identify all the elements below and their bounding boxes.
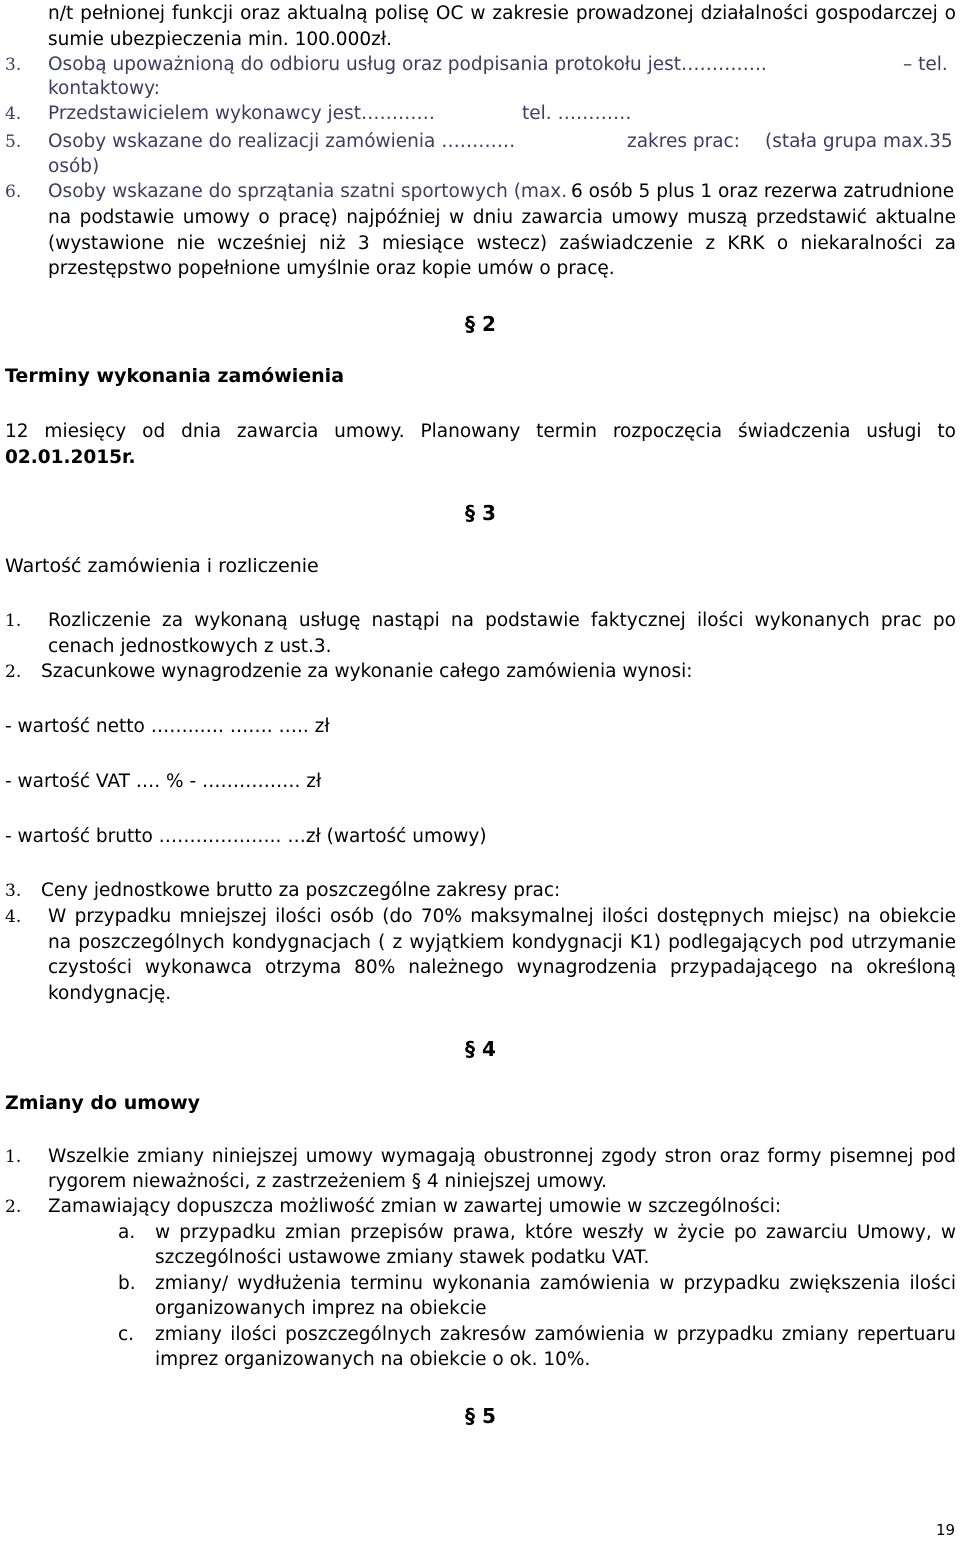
- paragraph-line: Wszelkie zmiany niniejszej umowy wymagają obustronnej zgody stron oraz formy pisemnej pod: [48, 1146, 956, 1167]
- paragraph-line: zmiany/ wydłużenia terminu wykonania zamówienia w przypadku zwiększenia ilości: [155, 1273, 956, 1294]
- paragraph-line: Rozliczenie za wykonaną usługę nastąpi na podstawie faktycznej ilości wykonanych prac po: [48, 610, 956, 631]
- list-item-text: 6 osób 5 plus 1 oraz rezerwa zatrudnione: [571, 181, 955, 202]
- list-number: 5.: [5, 132, 22, 152]
- list-item-text: Osoby wskazane do sprzątania szatni sportowych (max.: [48, 181, 568, 202]
- paragraph-line: zmiany ilości poszczególnych zakresów zamówienia w przypadku zmiany repertuaru: [155, 1324, 956, 1345]
- list-number: 2.: [5, 1197, 22, 1217]
- paragraph-line: organizowanych imprez na obiekcie: [155, 1298, 487, 1319]
- section-mark: § 2: [465, 312, 496, 336]
- list-number: 1.: [5, 611, 22, 631]
- value-line: - wartość netto ……..…. ……. ….. zł: [5, 716, 330, 737]
- paragraph-line: szczególności ustawowe zmiany stawek podatku VAT.: [155, 1247, 650, 1268]
- section-heading: Terminy wykonania zamówienia: [5, 365, 345, 387]
- paragraph-line: Zamawiający dopuszcza możliwość zmian w zawartej umowie w szczególności:: [48, 1196, 782, 1217]
- paragraph-line: Ceny jednostkowe brutto za poszczególne zakresy prac:: [41, 880, 561, 901]
- paragraph-line: kondygnację.: [48, 983, 172, 1004]
- list-number: 4.: [5, 907, 22, 927]
- list-item-text: Osoby wskazane do realizacji zamówienia …………: [48, 131, 516, 152]
- paragraph-line: cenach jednostkowych z ust.3.: [48, 636, 332, 657]
- section-mark: § 4: [465, 1037, 496, 1061]
- paragraph-line: sumie ubezpieczenia min. 100.000zł.: [48, 29, 392, 50]
- sublist-mark: a.: [118, 1222, 136, 1243]
- list-number: 3.: [5, 55, 22, 75]
- list-number: 1.: [5, 1147, 22, 1167]
- paragraph-line: czystości wykonawca otrzyma 80% należnego wynagrodzenia przypadającego na określoną: [48, 957, 956, 978]
- paragraph-line: imprez organizowanych na obiekcie o ok. 10%.: [155, 1349, 591, 1370]
- paragraph-line: na poszczególnych kondygnacjach ( z wyjątkiem kondygnacji K1) podlegających pod utrzymanie: [48, 932, 956, 953]
- list-number: 4.: [5, 104, 22, 124]
- paragraph-line: Szacunkowe wynagrodzenie za wykonanie całego zamówienia wynosi:: [41, 661, 693, 682]
- value-line: - wartość brutto ……………….. …zł (wartość umowy): [5, 826, 487, 847]
- section-heading: Zmiany do umowy: [5, 1092, 201, 1114]
- section-heading: Wartość zamówienia i rozliczenie: [5, 555, 319, 577]
- paragraph-line: 12 miesięcy od dnia zawarcia umowy. Planowany termin rozpoczęcia świadczenia usługi to: [5, 421, 956, 442]
- list-number: 6.: [5, 182, 22, 202]
- list-number: 3.: [5, 881, 22, 901]
- list-item-text: Osobą upoważnioną do odbioru usług oraz podpisania protokołu jest…………..: [48, 54, 767, 75]
- list-item-text: osób): [48, 156, 100, 177]
- paragraph-line: przestępstwo popełnione umyślnie oraz kopie umów o pracę.: [48, 258, 615, 279]
- list-item-text: kontaktowy:: [48, 78, 160, 99]
- paragraph-line: w przypadku zmian przepisów prawa, które weszły w życie po zawarciu Umowy, w: [155, 1222, 956, 1243]
- date-text: 02.01.2015r.: [5, 447, 136, 468]
- section-mark: § 3: [465, 501, 496, 525]
- sublist-mark: b.: [118, 1273, 136, 1294]
- page-number: 19: [936, 1521, 956, 1539]
- list-item-text: tel. …………: [522, 103, 632, 124]
- paragraph-line: (wystawione nie wcześniej niż 3 miesiące wstecz) zaświadczenie z KRK o niekaralności za: [48, 233, 956, 254]
- list-item-text: – tel.: [903, 54, 948, 75]
- sublist-mark: c.: [118, 1324, 135, 1345]
- paragraph-line: rygorem nieważności, z zastrzeżeniem § 4 niniejszej umowy.: [48, 1171, 607, 1192]
- value-line: - wartość VAT …. % - ……………. zł: [5, 771, 322, 792]
- paragraph-line: W przypadku mniejszej ilości osób (do 70% maksymalnej ilości dostępnych miejsc) na obiekcie: [48, 906, 956, 927]
- list-number: 2.: [5, 662, 22, 682]
- list-item-text: Przedstawicielem wykonawcy jest…………: [48, 103, 435, 124]
- paragraph-line: n/t pełnionej funkcji oraz aktualną polisę OC w zakresie prowadzonej działalności gospodarczej o: [48, 3, 956, 24]
- list-item-text: zakres prac:: [627, 131, 740, 152]
- list-item-text: (stała grupa max.35: [765, 131, 953, 152]
- section-mark: § 5: [465, 1404, 496, 1428]
- paragraph-line: na podstawie umowy o pracę) najpóźniej w dniu zawarcia umowy muszą przedstawić aktualne: [48, 207, 956, 228]
